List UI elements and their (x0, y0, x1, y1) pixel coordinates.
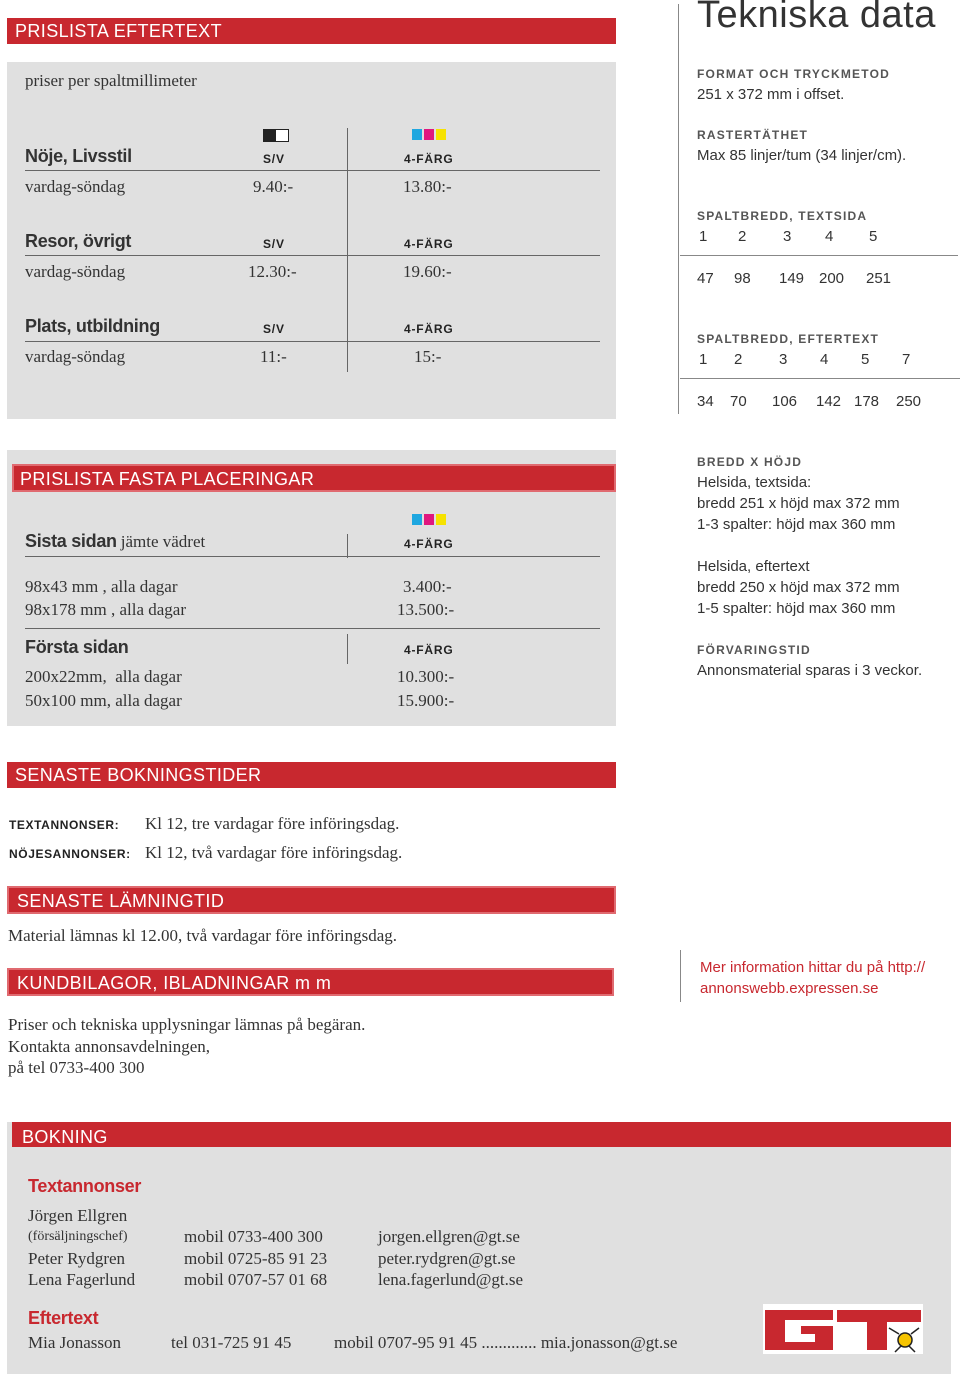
textsida-mm: 98 (734, 270, 751, 287)
eftertext-label: SPALTBREDD, EFTERTEXT (697, 332, 880, 346)
fasta-price-title: PRISLISTA FASTA PLACERINGAR (12, 464, 616, 492)
eftertext-col: 3 (779, 351, 788, 368)
eftertext-contact-mobile: mobil 0707-95 91 45 ............. mia.jonasson@gt.se (334, 1333, 678, 1352)
row-price-sv: 11:- (260, 347, 287, 366)
eftertext-col: 5 (861, 351, 870, 368)
col-4farg-label: 4-FÄRG (404, 537, 454, 551)
forvaring-label: FÖRVARINGSTID (697, 643, 811, 657)
raster-value: Max 85 linjer/tum (34 linjer/cm). (697, 147, 907, 164)
row-category: Nöje, Livsstil (25, 146, 132, 166)
sista-item-label: 98x43 mm , alla dagar (25, 577, 178, 596)
more-info-divider (680, 950, 681, 1002)
row-divider (25, 170, 600, 171)
gt-logo-icon (763, 1304, 923, 1354)
cyan-swatch-icon (412, 129, 422, 140)
sista-sidan-heading (25, 531, 205, 552)
col-4farg-label: 4-FÄRG (404, 322, 454, 336)
cyan-swatch-icon (412, 514, 422, 525)
textannonser-value: Kl 12, tre vardagar före införingsdag. (145, 814, 400, 833)
row-divider (25, 255, 600, 256)
bredd-line: Helsida, textsida: (697, 474, 812, 491)
textsida-mm: 200 (819, 270, 845, 287)
nojesannonser-value: Kl 12, två vardagar före införingsdag. (145, 843, 403, 862)
nojesannonser-label: NÖJESANNONSER: (9, 847, 131, 861)
lamning-title: SENASTE LÄMNINGTID (7, 886, 616, 914)
col-4farg-label: 4-FÄRG (404, 643, 454, 657)
eftertext-price-title: PRISLISTA EFTERTEXT (7, 18, 616, 44)
eftertext-heading: Eftertext (28, 1308, 99, 1328)
eftertext-mm: 70 (730, 393, 747, 410)
forsta-sidan-heading: Första sidan (25, 637, 129, 657)
sista-sidan-bold: Sista sidan (25, 531, 117, 551)
row-divider (25, 628, 600, 629)
col-4farg-label: 4-FÄRG (404, 237, 454, 251)
forsta-item-price: 15.900:- (397, 691, 455, 710)
eftertext-mm: 34 (697, 393, 714, 410)
contact-mobile: mobil 0725-85 91 23 (184, 1249, 328, 1268)
bredd-label: BREDD X HÖJD (697, 455, 803, 469)
row-period: vardag-söndag (25, 262, 126, 281)
bredd-line: bredd 250 x höjd max 372 mm (697, 579, 900, 596)
sista-item-label: 98x178 mm , alla dagar (25, 600, 186, 619)
textsida-col: 1 (699, 228, 708, 245)
row-period: vardag-söndag (25, 347, 126, 366)
bredd-line: 1-5 spalter: höjd max 360 mm (697, 600, 896, 617)
lamning-value: Material lämnas kl 12.00, två vardagar före införingsdag. (8, 926, 397, 945)
row-price-4farg: 13.80:- (403, 177, 452, 196)
contact-name: Peter Rydgren (28, 1249, 126, 1268)
contact-mobile: mobil 0733-400 300 (184, 1227, 323, 1246)
textsida-col: 4 (825, 228, 834, 245)
column-divider (347, 634, 348, 664)
textsida-mm: 149 (779, 270, 805, 287)
more-info-text: Mer information hittar du på http:// (700, 959, 926, 976)
contact-name: Jörgen Ellgren (28, 1206, 128, 1225)
row-price-sv: 12.30:- (248, 262, 297, 281)
column-divider (347, 534, 348, 558)
textsida-col: 3 (783, 228, 792, 245)
forvaring-value: Annonsmaterial sparas i 3 veckor. (697, 662, 923, 679)
contact-email[interactable]: lena.fagerlund@gt.se (378, 1270, 523, 1289)
kundbilagor-line: Priser och tekniska upplysningar lämnas på begäran. (8, 1015, 366, 1034)
textannonser-label: TEXTANNONSER: (9, 818, 120, 832)
yellow-swatch-icon (436, 129, 446, 140)
col-sv-label: S/V (263, 237, 285, 251)
forsta-item-label: 50x100 mm, alla dagar (25, 691, 182, 710)
eftertext-contact-name: Mia Jonasson (28, 1333, 122, 1352)
row-period: vardag-söndag (25, 177, 126, 196)
magenta-swatch-icon (424, 129, 434, 140)
kundbilagor-line: på tel 0733-400 300 (8, 1058, 145, 1077)
kundbilagor-line: Kontakta annonsavdelningen, (8, 1037, 211, 1056)
more-info-link[interactable]: annonswebb.expressen.se (700, 980, 879, 997)
textsida-mm: 251 (866, 270, 892, 287)
textsida-mm: 47 (697, 270, 714, 287)
tech-divider (678, 4, 679, 414)
gt-logo (763, 1304, 923, 1354)
eftertext-divider (680, 378, 960, 379)
eftertext-mm: 178 (854, 393, 880, 410)
row-price-4farg: 15:- (414, 347, 442, 366)
textsida-col: 5 (869, 228, 878, 245)
kundbilagor-title: KUNDBILAGOR, IBLADNINGAR m m (7, 968, 614, 996)
row-divider (25, 556, 600, 557)
sista-sidan-rest: jämte vädret (120, 532, 206, 551)
sista-item-price: 3.400:- (403, 577, 452, 596)
row-category: Resor, övrigt (25, 231, 132, 251)
eftertext-mm: 142 (816, 393, 842, 410)
column-divider (347, 128, 348, 372)
contact-mobile: mobil 0707-57 01 68 (184, 1270, 328, 1289)
bredd-line: 1-3 spalter: höjd max 360 mm (697, 516, 896, 533)
tech-title: Tekniska data (697, 0, 936, 36)
eftertext-mm: 250 (896, 393, 922, 410)
contact-name: (försäljningschef) (28, 1229, 128, 1244)
raster-label: RASTERTÄTHET (697, 128, 809, 142)
yellow-swatch-icon (436, 514, 446, 525)
col-sv-label: S/V (263, 152, 285, 166)
row-price-sv: 9.40:- (253, 177, 294, 196)
textsida-label: SPALTBREDD, TEXTSIDA (697, 209, 868, 223)
row-divider (25, 341, 600, 342)
contact-name: Lena Fagerlund (28, 1270, 136, 1289)
eftertext-col: 4 (820, 351, 829, 368)
sista-item-price: 13.500:- (397, 600, 455, 619)
format-label: FORMAT OCH TRYCKMETOD (697, 67, 890, 81)
eftertext-col: 2 (734, 351, 743, 368)
booking-times-title: SENASTE BOKNINGSTIDER (7, 762, 616, 788)
contact-email[interactable]: jorgen.ellgren@gt.se (378, 1227, 520, 1246)
sv-icon (263, 129, 289, 142)
magenta-swatch-icon (424, 514, 434, 525)
eftertext-contact-tel: tel 031-725 91 45 (171, 1333, 292, 1352)
bredd-line: Helsida, eftertext (697, 558, 810, 575)
eftertext-col: 7 (902, 351, 911, 368)
row-price-4farg: 19.60:- (403, 262, 452, 281)
bredd-line: bredd 251 x höjd max 372 mm (697, 495, 900, 512)
col-sv-label: S/V (263, 322, 285, 336)
row-category: Plats, utbildning (25, 316, 160, 336)
textsida-col: 2 (738, 228, 747, 245)
contact-email[interactable]: peter.rydgren@gt.se (378, 1249, 516, 1268)
forsta-item-price: 10.300:- (397, 667, 455, 686)
bokning-title: BOKNING (12, 1122, 951, 1147)
forsta-item-label: 200x22mm, alla dagar (25, 667, 182, 686)
eftertext-subtitle: priser per spaltmillimeter (25, 71, 197, 90)
eftertext-col: 1 (699, 351, 708, 368)
col-4farg-label: 4-FÄRG (404, 152, 454, 166)
format-value: 251 x 372 mm i offset. (697, 86, 845, 103)
eftertext-mm: 106 (772, 393, 798, 410)
textannonser-heading: Textannonser (28, 1176, 142, 1196)
textsida-divider (680, 255, 958, 256)
